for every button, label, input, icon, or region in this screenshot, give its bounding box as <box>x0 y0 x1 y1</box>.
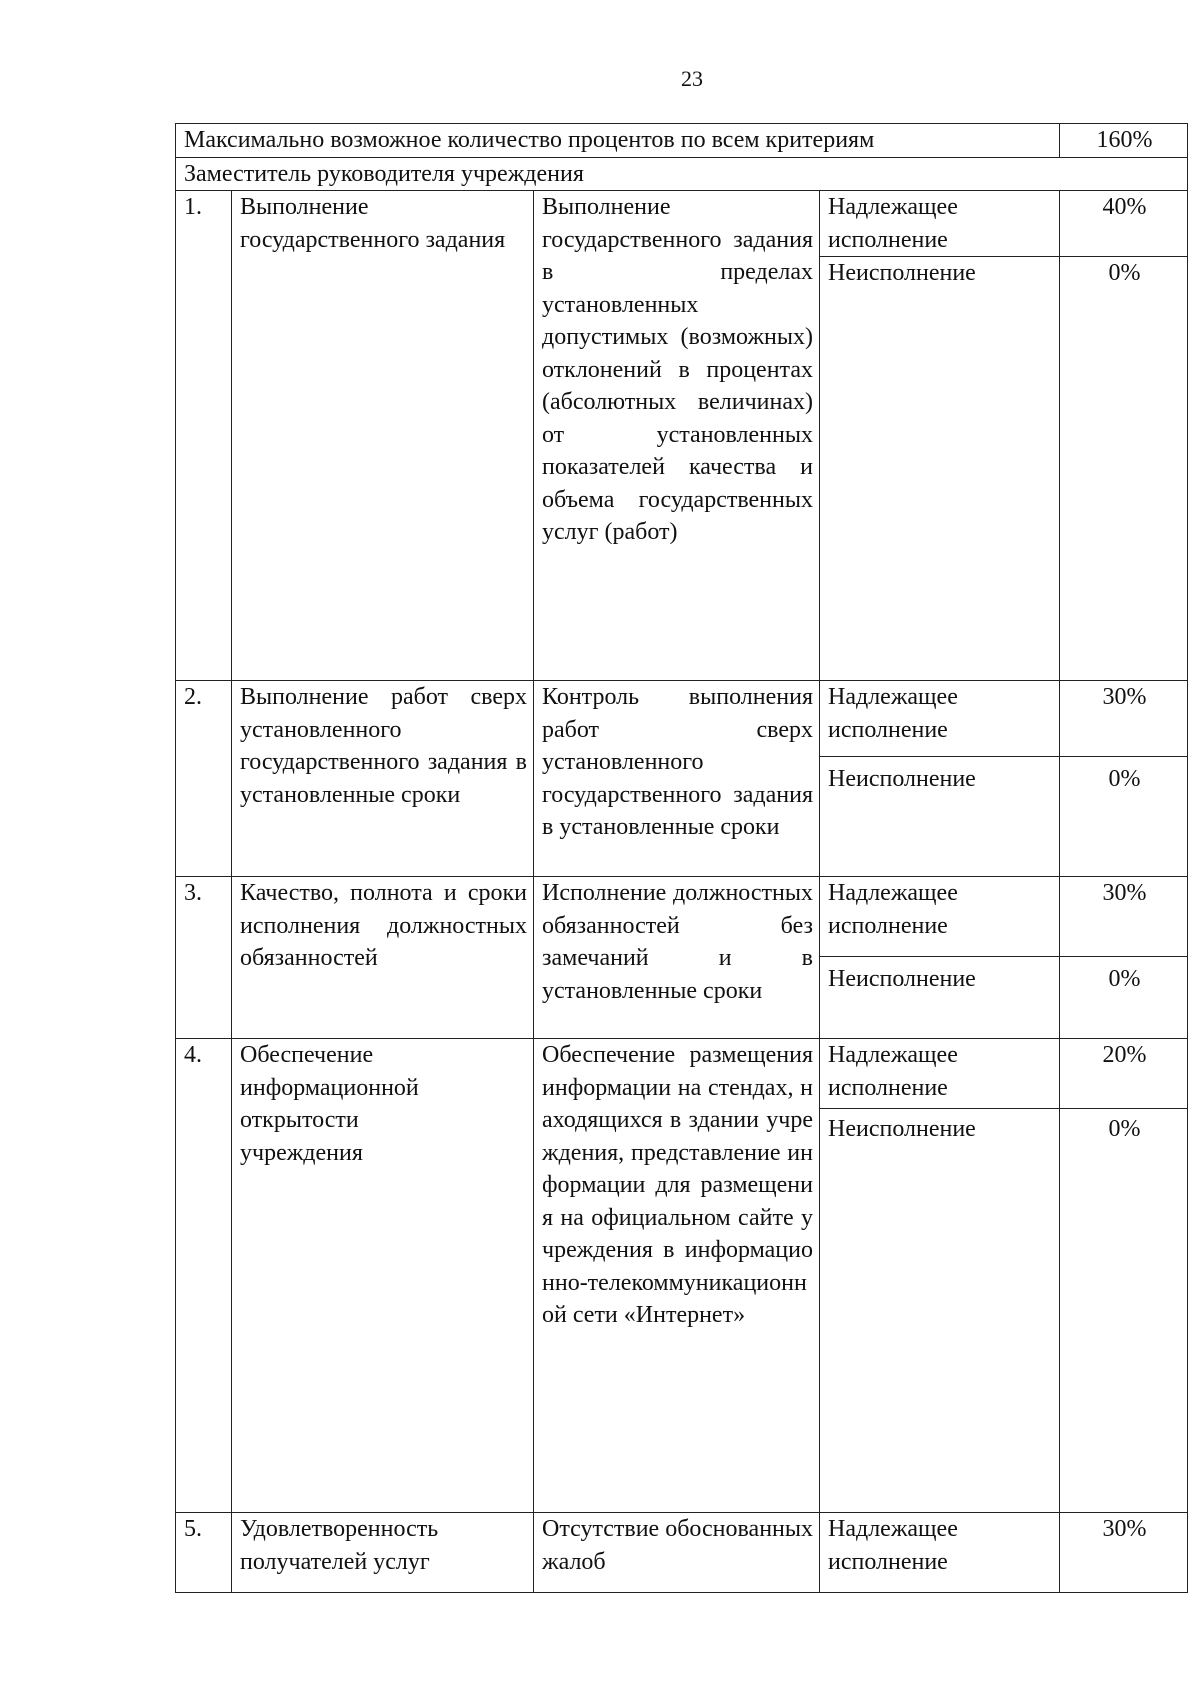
ok-value: 40% <box>1060 191 1188 257</box>
table-row <box>176 1039 1188 1109</box>
ok-value: 30% <box>1060 877 1188 957</box>
indicator-cell: Отсутствие обоснованных жалоб <box>534 1513 820 1593</box>
page-number: 23 <box>681 66 703 91</box>
ok-value: 30% <box>1060 1513 1188 1593</box>
ok-label: Надлежащее исполнение <box>820 877 1060 957</box>
table-row <box>176 191 1188 257</box>
indicator-cell: Исполнение должностных обязанностей без замечаний и в установленные сроки <box>534 877 820 1039</box>
row-number: 2. <box>176 681 232 877</box>
fail-value: 0% <box>1060 957 1188 1039</box>
section-title: Заместитель руководителя учреждения <box>176 157 1188 191</box>
ok-value: 30% <box>1060 681 1188 757</box>
row-number: 5. <box>176 1513 232 1593</box>
criterion-cell: Удовлетворенность получателей услуг <box>232 1513 534 1593</box>
indicator-cell: Выполнение государственного задания в пределах установленных допустимых (возможных) отклонений в процентах (абсолютных величинах) от установленных показателей качества и объема государственных услуг (работ) <box>534 191 820 681</box>
fail-label: Неисполнение <box>820 257 1060 681</box>
criterion-cell: Качество, полнота и сроки исполнения должностных обязанностей <box>232 877 534 1039</box>
indicator-cell: Контроль выполнения работ сверх установленного государственного задания в установленные сроки <box>534 681 820 877</box>
section-row <box>176 157 1188 191</box>
max-row-label: Максимально возможное количество процентов по всем критериям <box>176 124 1060 158</box>
table-row <box>176 681 1188 757</box>
fail-label: Неисполнение <box>820 1109 1060 1513</box>
fail-value: 0% <box>1060 757 1188 877</box>
table-row <box>176 877 1188 957</box>
indicator-cell: Обеспечение размещения информации на стендах, находящихся в здании учреждения, представление информации для размещения на официальном сайте учреждения в информационно-телекоммуникационной сети «Интернет» <box>534 1039 820 1513</box>
max-row-value: 160% <box>1060 124 1188 158</box>
ok-label: Надлежащее исполнение <box>820 191 1060 257</box>
row-number: 3. <box>176 877 232 1039</box>
fail-value: 0% <box>1060 257 1188 681</box>
ok-label: Надлежащее исполнение <box>820 681 1060 757</box>
fail-label: Неисполнение <box>820 757 1060 877</box>
criterion-cell: Выполнение государственного задания <box>232 191 534 681</box>
table-row <box>176 1513 1188 1593</box>
ok-value: 20% <box>1060 1039 1188 1109</box>
fail-value: 0% <box>1060 1109 1188 1513</box>
ok-label: Надлежащее исполнение <box>820 1039 1060 1109</box>
fail-label: Неисполнение <box>820 957 1060 1039</box>
criterion-cell <box>232 1039 534 1513</box>
row-number: 4. <box>176 1039 232 1513</box>
max-row <box>176 124 1188 158</box>
criterion-cell: Выполнение работ сверх установленного государственного задания в установленные сроки <box>232 681 534 877</box>
criterion-text: Обеспечение информационной открытости учреждения <box>240 1042 419 1166</box>
criteria-table <box>175 123 1188 1593</box>
row-number: 1. <box>176 191 232 681</box>
ok-label: Надлежащее исполнение <box>820 1513 1060 1593</box>
